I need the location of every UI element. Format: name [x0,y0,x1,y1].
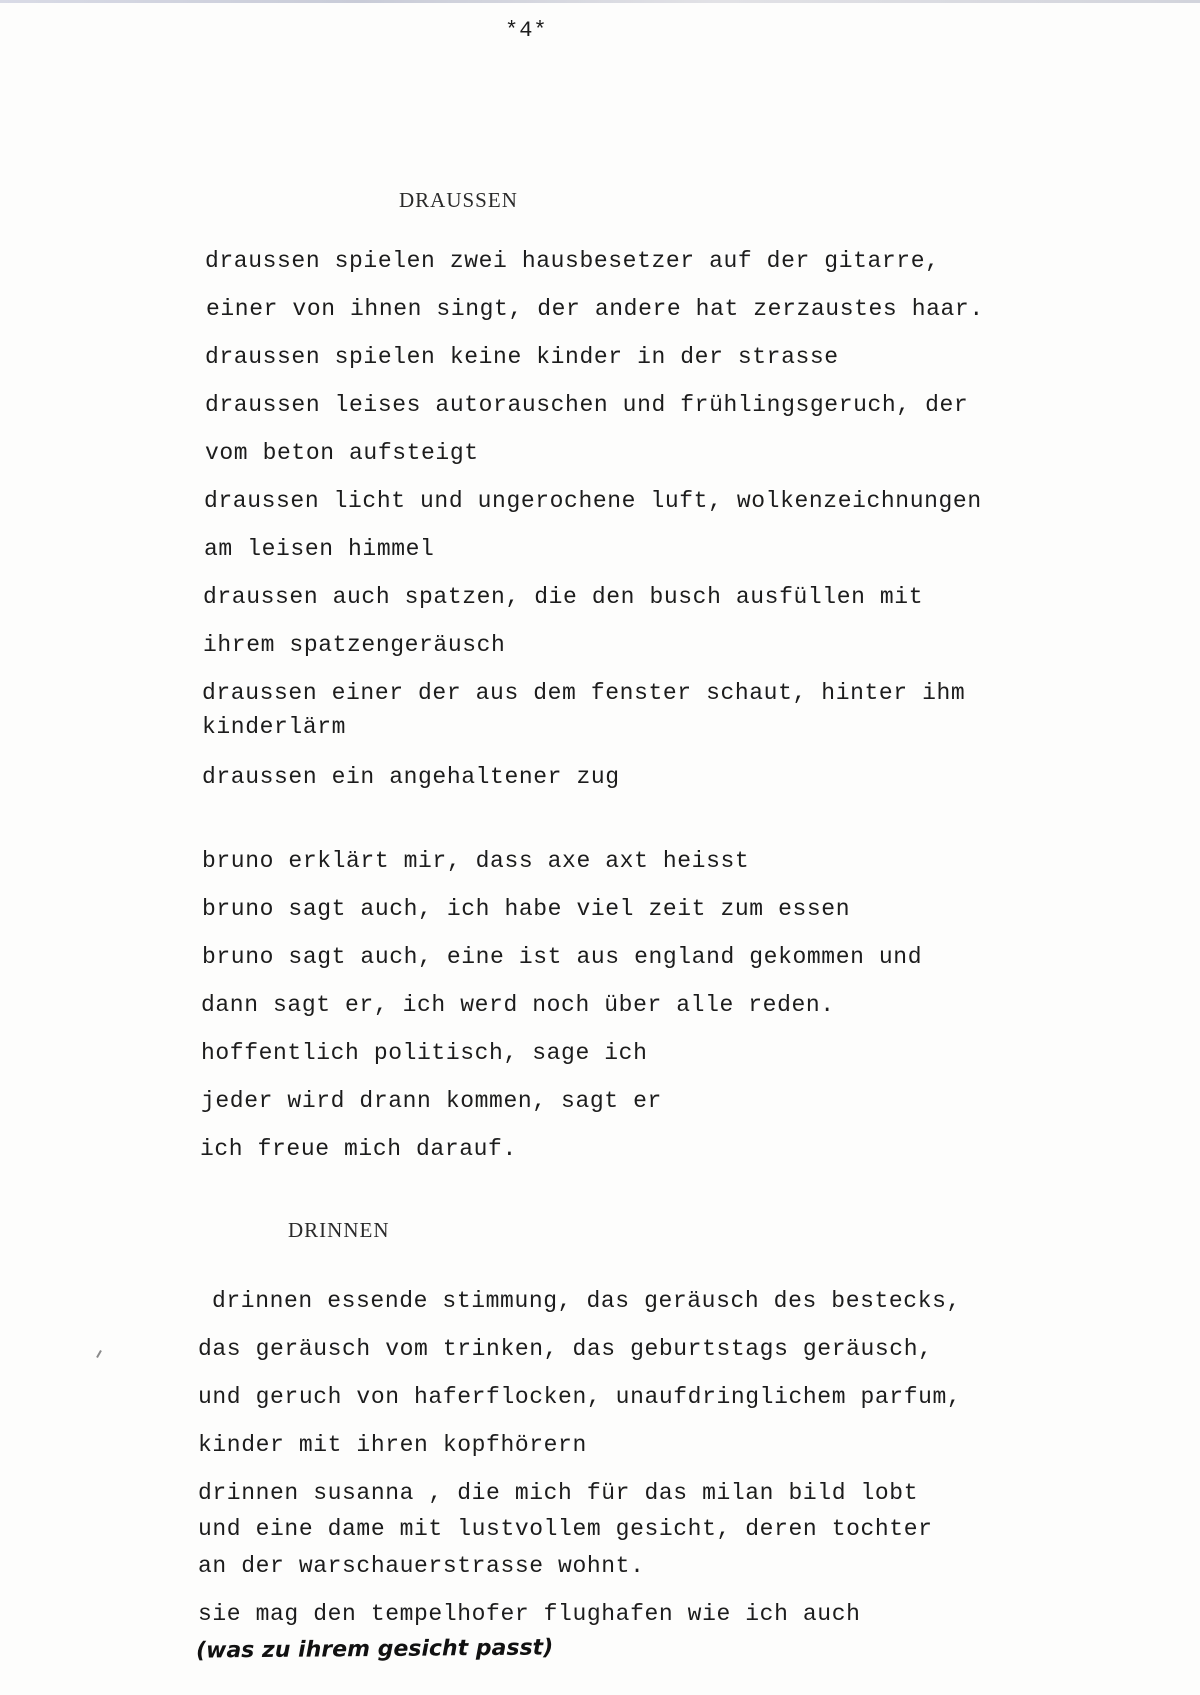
poem-line: sie mag den tempelhofer flughafen wie ich auch [198,1601,861,1627]
poem-line: kinder mit ihren kopfhörern [198,1432,587,1458]
poem-line: das geräusch vom trinken, das geburtstags geräusch, [198,1336,933,1362]
poem-line: bruno erklärt mir, dass axe axt heisst [202,848,750,874]
poem-line: draussen einer der aus dem fenster schaut, hinter ihm [202,680,966,706]
page-number: *4* [505,18,548,43]
poem-line: drinnen susanna , die mich für das milan bild lobt [198,1480,919,1506]
poem-line: drinnen essende stimmung, das geräusch des bestecks, [212,1288,961,1314]
heading-draussen: DRAUSSEN [399,188,518,212]
poem-line: draussen auch spatzen, die den busch ausfüllen mit [203,584,924,610]
poem-line: draussen spielen zwei hausbesetzer auf der gitarre, [205,248,940,274]
poem-line: und eine dame mit lustvollem gesicht, deren tochter [198,1516,933,1542]
poem-line: einer von ihnen singt, der andere hat zerzaustes haar. [206,296,984,322]
poem-line: draussen ein angehaltener zug [202,764,620,790]
poem-line: draussen licht und ungerochene luft, wolkenzeichnungen [204,488,982,514]
poem-line: bruno sagt auch, ich habe viel zeit zum essen [202,896,851,922]
handwritten-note: (was zu ihrem gesicht passt) [195,1635,554,1664]
poem-line: an der warschauerstrasse wohnt. [198,1553,645,1579]
poem-line: und geruch von haferflocken, unaufdringlichem parfum, [198,1384,962,1410]
pencil-mark [96,1350,102,1358]
poem-line: draussen spielen keine kinder in der strasse [205,344,839,370]
poem-line: jeder wird drann kommen, sagt er [201,1088,662,1114]
poem-line: draussen leises autorauschen und frühlingsgeruch, der [205,392,969,418]
poem-line: hoffentlich politisch, sage ich [201,1040,648,1066]
heading-drinnen: DRINNEN [288,1218,390,1242]
poem-line: ihrem spatzengeräusch [203,632,506,658]
poem-line: kinderlärm [202,714,347,740]
poem-line: ich freue mich darauf. [200,1136,517,1162]
poem-line: bruno sagt auch, eine ist aus england gekommen und [202,944,923,970]
poem-line: am leisen himmel [204,536,435,562]
poem-line: vom beton aufsteigt [205,440,479,466]
scan-edge [0,0,1200,3]
poem-line: dann sagt er, ich werd noch über alle reden. [201,992,835,1018]
